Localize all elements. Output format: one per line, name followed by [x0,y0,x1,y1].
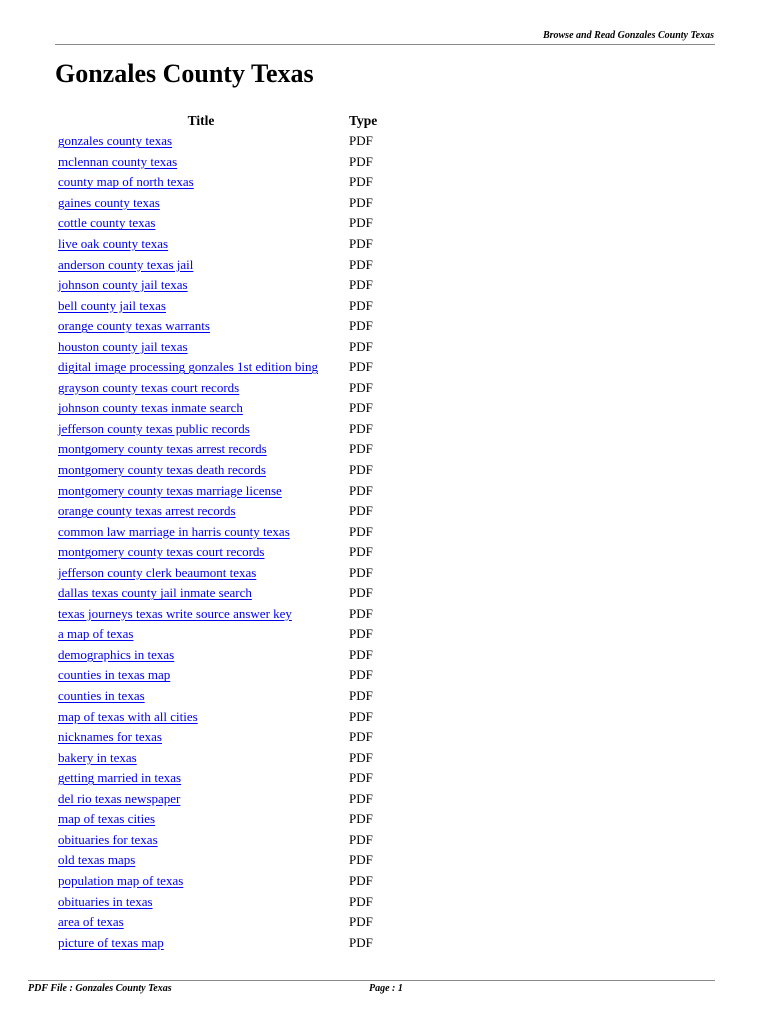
row-title-cell [56,809,346,830]
row-type-cell: PDF [349,914,373,930]
running-header: Browse and Read Gonzales County Texas [542,30,714,41]
row-title-cell [56,706,346,727]
row-type-cell: PDF [349,174,373,190]
row-type-cell: PDF [349,420,373,436]
table-row [56,152,377,173]
document-link[interactable]: map of texas cities [58,811,156,827]
row-title-cell [56,254,346,275]
table-row [56,727,377,748]
row-title-cell [56,460,346,481]
row-title-cell [56,727,346,748]
row-title-cell [56,275,346,296]
row-type-cell: PDF [349,359,373,375]
document-link[interactable]: houston county jail texas [58,338,188,354]
document-link[interactable]: orange county texas warrants [58,318,210,334]
row-type-cell: PDF [349,605,373,621]
row-type-cell: PDF [349,379,373,395]
row-title-cell [56,747,346,768]
table-row [56,193,377,214]
row-title-cell [56,480,346,501]
document-link[interactable]: jefferson county texas public records [58,420,250,436]
document-link[interactable]: del rio texas newspaper [58,790,181,806]
row-type-cell: PDF [349,338,373,354]
table-row [56,871,377,892]
document-link[interactable]: demographics in texas [58,646,175,662]
row-title-cell [56,686,346,707]
row-type-cell: PDF [349,934,373,950]
document-link[interactable]: gaines county texas [58,194,160,210]
row-type-cell: PDF [349,811,373,827]
table-row [56,706,377,727]
document-link[interactable]: mclennan county texas [58,153,178,169]
row-title-cell [56,521,346,542]
row-title-cell [56,193,346,214]
row-type-cell: PDF [349,646,373,662]
table-row [56,542,377,563]
document-link[interactable]: area of texas [58,914,124,930]
document-link[interactable]: grayson county texas court records [58,379,240,395]
document-table [56,110,377,953]
row-title-cell [56,501,346,522]
row-title-cell [56,295,346,316]
document-link[interactable]: montgomery county texas arrest records [58,441,267,457]
row-title-cell [56,131,346,152]
row-title-cell [56,604,346,625]
table-row [56,480,377,501]
document-link[interactable]: montgomery county texas marriage license [58,482,282,498]
row-type-cell: PDF [349,729,373,745]
row-type-cell: PDF [349,462,373,478]
row-title-cell [56,624,346,645]
table-row [56,747,377,768]
table-header-row [56,110,377,131]
row-title-cell [56,932,346,953]
table-row [56,439,377,460]
row-type-cell: PDF [349,503,373,519]
document-link[interactable]: bakery in texas [58,749,137,765]
row-type-cell: PDF [349,790,373,806]
table-row [56,419,377,440]
table-row [56,398,377,419]
document-link[interactable]: population map of texas [58,872,184,888]
row-type-cell: PDF [349,236,373,251]
table-row [56,521,377,542]
row-title-cell [56,789,346,810]
row-title-cell [56,336,346,357]
row-type-cell: PDF [349,544,373,560]
footer-file-label: PDF File : Gonzales County Texas [28,983,172,994]
row-type-cell: PDF [349,626,373,642]
row-title-cell [56,316,346,337]
document-link[interactable]: orange county texas arrest records [58,503,236,519]
footer-rule [28,980,715,981]
table-row [56,172,377,193]
table-row [56,501,377,522]
row-title-cell [56,768,346,789]
row-type-cell: PDF [349,194,373,210]
table-row [56,295,377,316]
row-title-cell [56,665,346,686]
row-title-cell [56,213,346,234]
table-row [56,665,377,686]
table-row [56,624,377,645]
row-title-cell [56,398,346,419]
footer-page-label: Page : 1 [369,983,403,994]
table-row [56,932,377,953]
row-type-cell: PDF [349,872,373,888]
table-row [56,562,377,583]
table-row [56,809,377,830]
table-row [56,460,377,481]
table-row [56,275,377,296]
document-link[interactable]: texas journeys texas write source answer key [58,605,292,621]
row-type-cell: PDF [349,585,373,601]
row-title-cell [56,583,346,604]
document-link[interactable]: picture of texas map [58,934,164,950]
table-row [56,336,377,357]
row-title-cell [56,891,346,912]
document-link[interactable]: county map of north texas [58,174,194,190]
document-link[interactable]: common law marriage in harris county texas [58,523,290,539]
row-title-cell [56,234,346,255]
row-title-cell [56,542,346,563]
row-type-cell: PDF [349,482,373,498]
page-title: Gonzales County Texas [55,59,314,88]
row-type-cell: PDF [349,749,373,765]
row-type-cell: PDF [349,852,373,868]
row-title-cell [56,357,346,378]
table-row [56,234,377,255]
table-row [56,316,377,337]
document-link[interactable]: johnson county texas inmate search [58,400,243,416]
document-link[interactable]: dallas texas county jail inmate search [58,585,252,601]
document-link[interactable]: digital image processing gonzales 1st edition bing [58,359,318,375]
row-title-cell [56,871,346,892]
document-link[interactable]: nicknames for texas [58,729,162,745]
row-title-cell [56,419,346,440]
table-row [56,830,377,851]
table-row [56,891,377,912]
row-type-cell: PDF [349,400,373,416]
document-link[interactable]: a map of texas [58,626,134,642]
row-title-cell [56,439,346,460]
row-type-cell: PDF [349,256,373,272]
row-type-cell: PDF [349,523,373,539]
table-row [56,789,377,810]
row-title-cell [56,562,346,583]
table-row [56,850,377,871]
document-link[interactable]: counties in texas map [58,667,171,683]
document-link[interactable]: montgomery county texas court records [58,544,265,560]
table-row [56,912,377,933]
row-title-cell [56,830,346,851]
document-link[interactable]: live oak county texas [58,236,169,251]
row-title-cell [56,850,346,871]
row-title-cell [56,378,346,399]
document-link[interactable]: gonzales county texas [58,133,173,149]
table-row [56,213,377,234]
row-type-cell: PDF [349,318,373,334]
table-row [56,254,377,275]
row-type-cell: PDF [349,831,373,847]
table-row [56,604,377,625]
row-type-cell: PDF [349,153,373,169]
row-type-cell: PDF [349,215,373,231]
row-type-cell: PDF [349,708,373,724]
row-title-cell [56,645,346,666]
document-link[interactable]: anderson county texas jail [58,256,194,272]
row-type-cell: PDF [349,893,373,909]
table-row [56,357,377,378]
document-link[interactable]: map of texas with all cities [58,708,198,724]
document-link[interactable]: cottle county texas [58,215,156,231]
column-header-type: Type [349,112,378,128]
row-title-cell [56,152,346,173]
row-type-cell: PDF [349,277,373,293]
document-link[interactable]: johnson county jail texas [58,277,188,293]
table-row [56,645,377,666]
document-link[interactable]: jefferson county clerk beaumont texas [58,564,257,580]
row-title-cell [56,172,346,193]
document-link[interactable]: counties in texas [58,688,145,704]
document-link[interactable]: getting married in texas [58,770,182,786]
row-type-cell: PDF [349,297,373,313]
row-type-cell: PDF [349,688,373,704]
row-title-cell [56,912,346,933]
column-header-title: Title [187,112,215,128]
table-row [56,686,377,707]
row-type-cell: PDF [349,564,373,580]
document-link[interactable]: old texas maps [58,852,136,868]
row-type-cell: PDF [349,667,373,683]
table-row [56,768,377,789]
document-link[interactable]: bell county jail texas [58,297,166,313]
table-row [56,378,377,399]
table-row [56,131,377,152]
row-type-cell: PDF [349,441,373,457]
row-type-cell: PDF [349,133,373,149]
document-link[interactable]: montgomery county texas death records [58,462,266,478]
table-body [56,131,377,953]
table-row [56,583,377,604]
document-link[interactable]: obituaries in texas [58,893,153,909]
row-type-cell: PDF [349,770,373,786]
document-link[interactable]: obituaries for texas [58,831,158,847]
header-rule [55,44,715,45]
